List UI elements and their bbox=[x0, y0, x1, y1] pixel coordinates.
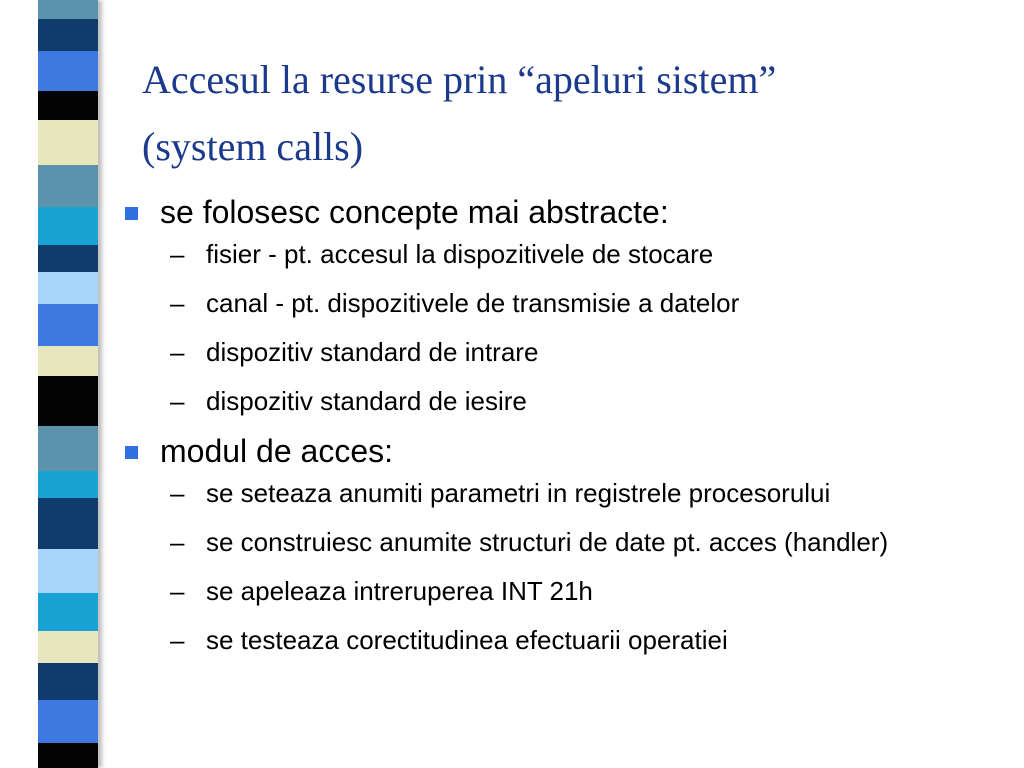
sub-item-text: fisier - pt. accesul la dispozitivele de stocare bbox=[206, 239, 714, 269]
dash-icon: – bbox=[170, 576, 185, 606]
bullet-text: modul de acces: bbox=[160, 433, 394, 469]
stripe-band bbox=[38, 498, 98, 549]
sub-item-text: dispozitiv standard de intrare bbox=[206, 337, 539, 367]
stripe-band bbox=[38, 304, 98, 346]
sub-list-item bbox=[122, 287, 1002, 319]
stripe-band bbox=[38, 19, 98, 51]
sub-item-text: se seteaza anumiti parametri in registrele procesorului bbox=[206, 478, 831, 508]
bullet-item bbox=[122, 429, 1002, 473]
square-bullet-icon bbox=[125, 446, 138, 459]
sub-item-text: canal - pt. dispozitivele de transmisie a datelor bbox=[206, 288, 740, 318]
dash-icon: – bbox=[170, 239, 185, 269]
stripe-band bbox=[38, 471, 98, 498]
decorative-stripe-bar bbox=[38, 0, 98, 768]
stripe-band bbox=[38, 593, 98, 631]
sub-list-item bbox=[122, 575, 1002, 607]
sub-list-item bbox=[122, 624, 1002, 656]
stripe-band bbox=[38, 245, 98, 272]
sub-list bbox=[122, 238, 1002, 417]
dash-icon: – bbox=[170, 288, 185, 318]
stripe-band bbox=[38, 743, 98, 768]
sub-list-item bbox=[122, 238, 1002, 270]
dash-icon: – bbox=[170, 625, 185, 655]
sub-item-text: dispozitiv standard de iesire bbox=[206, 386, 527, 416]
stripe-band bbox=[38, 0, 98, 19]
stripe-band bbox=[38, 207, 98, 245]
sub-list-item bbox=[122, 336, 1002, 368]
slide-content bbox=[122, 190, 1002, 668]
sub-item-text: se testeaza corectitudinea efectuarii operatiei bbox=[206, 625, 728, 655]
stripe-band bbox=[38, 120, 98, 164]
stripe-band bbox=[38, 165, 98, 207]
stripe-band bbox=[38, 91, 98, 121]
sub-list-item bbox=[122, 477, 1002, 509]
stripe-band bbox=[38, 549, 98, 593]
bullet-text: se folosesc concepte mai abstracte: bbox=[160, 194, 669, 230]
sub-list bbox=[122, 477, 1002, 656]
dash-icon: – bbox=[170, 386, 185, 416]
stripe-band bbox=[38, 700, 98, 742]
title-line-1: Accesul la resurse prin “apeluri sistem” bbox=[142, 57, 777, 102]
dash-icon: – bbox=[170, 337, 185, 367]
dash-icon: – bbox=[170, 527, 185, 557]
sub-list-item bbox=[122, 526, 1002, 558]
stripe-band bbox=[38, 346, 98, 376]
stripe-band bbox=[38, 376, 98, 427]
stripe-band bbox=[38, 426, 98, 470]
slide-title bbox=[142, 46, 1002, 180]
dash-icon: – bbox=[170, 478, 185, 508]
title-line-2: (system calls) bbox=[142, 124, 364, 169]
stripe-band bbox=[38, 631, 98, 663]
stripe-band bbox=[38, 51, 98, 91]
sub-list-item bbox=[122, 385, 1002, 417]
square-bullet-icon bbox=[125, 207, 138, 220]
sub-item-text: se construiesc anumite structuri de date pt. acces (handler) bbox=[206, 527, 889, 557]
stripe-band bbox=[38, 272, 98, 304]
sub-item-text: se apeleaza intreruperea INT 21h bbox=[206, 576, 593, 606]
bullet-item bbox=[122, 190, 1002, 234]
stripe-band bbox=[38, 663, 98, 701]
